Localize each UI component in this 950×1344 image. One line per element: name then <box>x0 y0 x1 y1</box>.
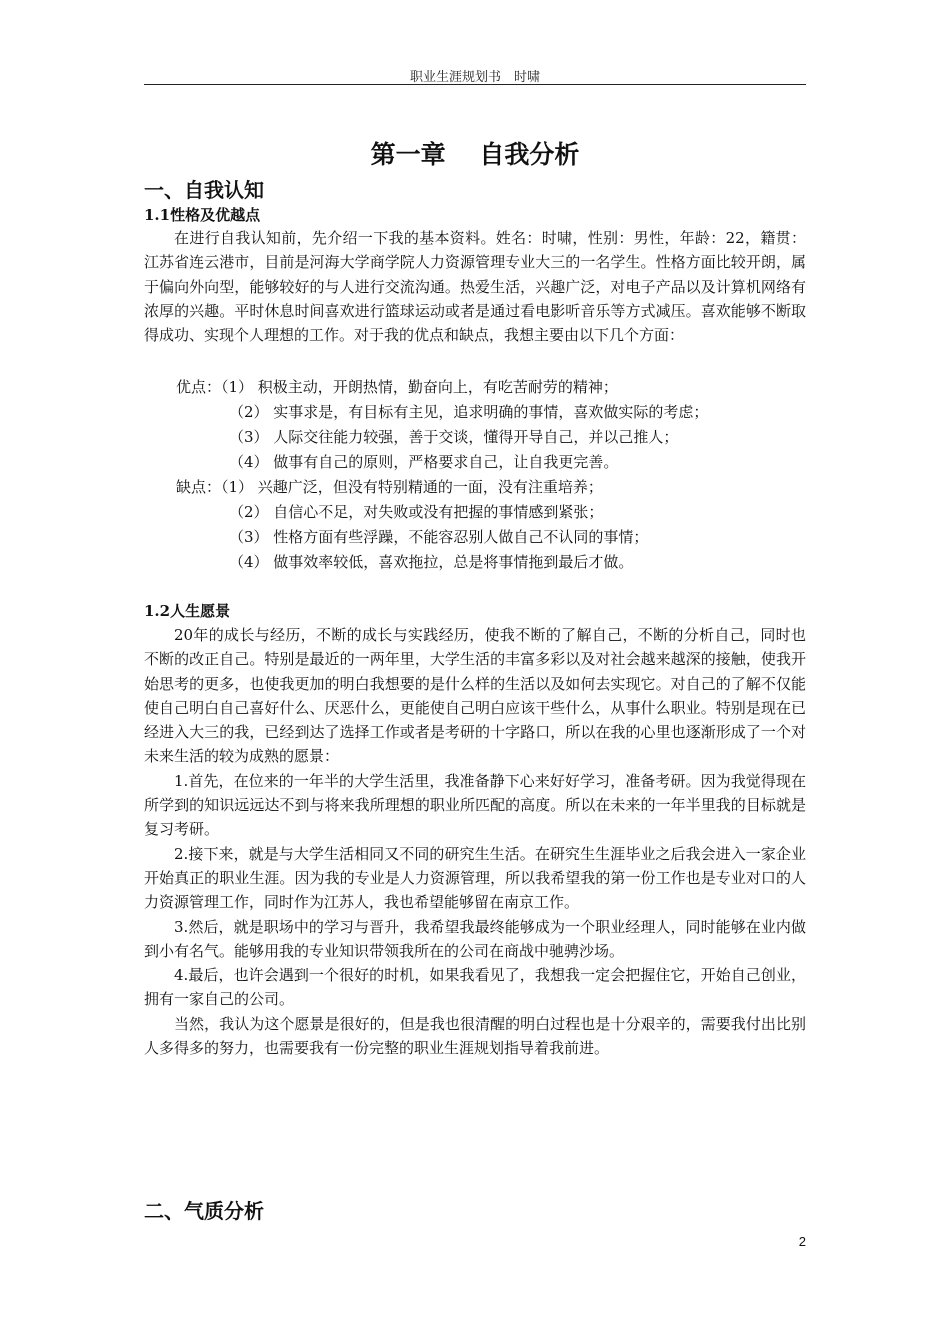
strength-item-4: （4） 做事有自己的原则，严格要求自己，让自我更完善。 <box>229 453 619 471</box>
intro-paragraph <box>144 226 806 347</box>
vision-paragraphs <box>144 623 806 1060</box>
weakness-item-4: （4） 做事效率较低，喜欢拖拉，总是将事情拖到最后才做。 <box>229 553 634 571</box>
vision-paragraph-3: 3.然后，就是职场中的学习与晋升，我希望我最终能够成为一个职业经理人，同时能够在业内做到小有名气。能够用我的专业知识带领我所在的公司在商战中驰骋沙场。 <box>144 917 806 960</box>
page-header: 职业生涯规划书 时啸 <box>409 70 540 85</box>
section-heading-temperament: 二、气质分析 <box>144 1199 264 1223</box>
intro-text: 在进行自我认知前，先介绍一下我的基本资料。姓名：时啸，性别：男性，年龄：22，籍贯：江苏省连云港市，目前是河海大学商学院人力资源管理专业大三的一名学生。性格方面比较开朗，属于偏向外向型，能够较好的与人进行交流沟通。热爱生活，兴趣广泛，对电子产品以及计算机网络有浓厚的兴趣。平时休息时间喜欢进行篮球运动或者是通过看电影听音乐等方式减压。喜欢能够不断取得成功、实现个人理想的工作。对于我的优点和缺点，我想主要由以下几个方面： <box>144 229 806 345</box>
strength-item-2: （2） 实事求是，有目标有主见，追求明确的事情，喜欢做实际的考虑； <box>229 403 709 421</box>
weakness-item-2: （2） 自信心不足，对失败或没有把握的事情感到紧张； <box>229 503 604 521</box>
weakness-item-1: 缺点：（1） 兴趣广泛，但没有特别精通的一面，没有注重培养； <box>176 478 603 496</box>
section-heading-self-awareness: 一、自我认知 <box>144 178 264 202</box>
vision-paragraph-2: 2.接下来，就是与大学生活相同又不同的研究生生活。在研究生生涯毕业之后我会进入一家企业开始真正的职业生涯。因为我的专业是人力资源管理，所以我希望我的第一份工作也是专业对口的人力资源管理工作，同时作为江苏人，我也希望能够留在南京工作。 <box>144 844 806 912</box>
subsection-heading-life-vision: 1.2人生愿景 <box>144 602 231 620</box>
strength-item-1: 优点：（1） 积极主动，开朗热情，勤奋向上，有吃苦耐劳的精神； <box>176 378 618 396</box>
vision-paragraph-1: 1.首先，在位来的一年半的大学生活里，我准备静下心来好好学习，准备考研。因为我觉得现在所学到的知识远远达不到与将来我所理想的职业所匹配的高度。所以在未来的一年半里我的目标就是复习考研。 <box>144 771 806 839</box>
vision-paragraph-conclusion: 当然，我认为这个愿景是很好的，但是我也很清醒的明白过程也是十分艰辛的，需要我付出比别人多得多的努力，也需要我有一份完整的职业生涯规划指导着我前进。 <box>144 1014 806 1058</box>
header-rule <box>144 84 806 85</box>
page-number: 2 <box>798 1234 806 1249</box>
strength-item-3: （3） 人际交往能力较强，善于交谈，懂得开导自己，并以己推人； <box>229 428 679 446</box>
vision-paragraph-4: 4.最后，也许会遇到一个很好的时机，如果我看见了，我想我一定会把握住它，开始自己创业，拥有一家自己的公司。 <box>144 966 806 1009</box>
subsection-heading-personality: 1.1性格及优越点 <box>144 206 261 224</box>
weakness-item-3: （3） 性格方面有些浮躁，不能容忍别人做自己不认同的事情； <box>229 528 649 546</box>
chapter-title: 第一章 自我分析 <box>370 140 580 169</box>
vision-paragraph-intro: 20年的成长与经历，不断的成长与实践经历，使我不断的了解自己，不断的分析自己，同时也不断的改正自己。特别是最近的一两年里，大学生活的丰富多彩以及对社会越来越深的接触，使我开始思考的更多，也使我更加的明白我想要的是什么样的生活以及如何去实现它。对自己的了解不仅能使自己明白自己喜好什么、厌恶什么，更能使自己明白应该干些什么，从事什么职业。特别是现在已经进入大三的我，已经到达了选择工作或者是考研的十字路口，所以在我的心里也逐渐形成了一个对未来生活的较为成熟的愿景： <box>144 626 806 766</box>
